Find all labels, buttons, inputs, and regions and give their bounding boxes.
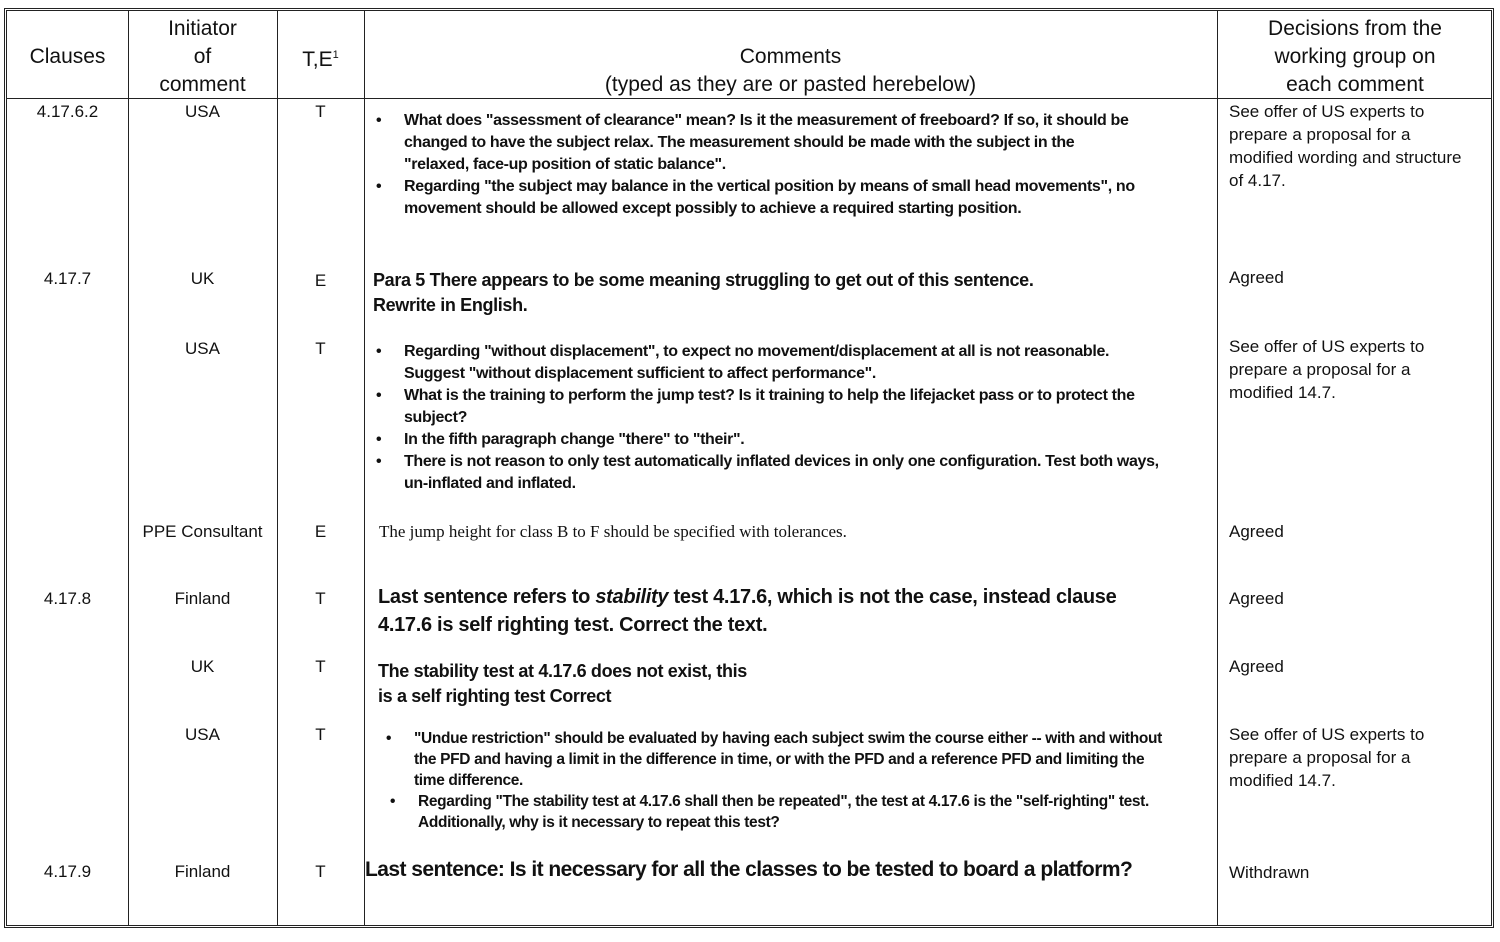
clause-cell: 4.17.9 (43, 862, 92, 881)
comment-text: Rewrite in English. (373, 295, 528, 315)
header-decisions-line: Decisions from the (1268, 17, 1442, 40)
column-divider (128, 11, 129, 925)
comment-cell: The jump height for class B to F should be specified with tolerances. (379, 522, 847, 541)
comment-bullet (380, 791, 1170, 833)
initiator-cell: USA (185, 102, 220, 121)
comment-text: Regarding "the subject may balance in the vertical position by means of small head movements", no movement should be allowed except possibly to achieve a required starting position. (404, 178, 1135, 217)
comment-text: "Undue restriction" should be evaluated by having each subject swim the course either -- with and without the PFD and having a limit in the difference in time, or with the PFD and a reference PFD and limiting the time difference. (414, 730, 1162, 789)
header-initiator-line: comment (159, 73, 246, 96)
type-cell: T (315, 589, 326, 608)
comment-emphasis: stability (595, 586, 669, 608)
comment-bullet (370, 341, 1160, 385)
decision-cell: Agreed (1229, 268, 1284, 287)
comments-table (4, 8, 1494, 928)
comment-cell (380, 728, 1170, 833)
decision-cell: Agreed (1229, 589, 1284, 608)
comment-text: Regarding "without displacement", to expect no movement/displacement at all is not reasonable. Suggest "without displacement sufficient to affect performance". (404, 343, 1110, 382)
type-cell: T (315, 862, 326, 881)
comment-text: test 4.17.6, which is not the case, instead clause 4.17.6 is self righting test. Correct the text. (378, 586, 1117, 636)
bullet-icon: • (376, 178, 382, 195)
clause-cell: 4.17.7 (43, 269, 92, 288)
column-divider (277, 11, 278, 925)
comment-cell (373, 268, 1213, 318)
type-cell: E (314, 271, 327, 290)
comment-text: There is not reason to only test automatically inflated devices in only one configuration. Test both ways, un-inflated and inflated. (404, 453, 1159, 492)
header-decisions-line: working group on (1274, 45, 1436, 68)
header-comments-subtitle: (typed as they are or pasted herebelow) (604, 73, 977, 96)
comment-text: Regarding "The stability test at 4.17.6 shall then be repeated", the test at 4.17.6 is the "self-righting" test. Additionally, why is it necessary to repeat this test? (418, 793, 1149, 831)
comment-text: is a self righting test Correct (378, 686, 612, 706)
bullet-icon: • (376, 343, 382, 360)
decision-cell: See offer of US experts to prepare a proposal for a modified 14.7. (1229, 337, 1425, 402)
comment-text: What does "assessment of clearance" mean? Is it the measurement of freeboard? If so, it should be changed to have the subject relax. The measurement should be made with the subject in the "relaxed, face-up position of static balance". (404, 112, 1129, 173)
comment-text: What is the training to perform the jump test? Is it training to help the lifejacket pass or to protect the subject? (404, 387, 1135, 426)
initiator-cell: Finland (174, 862, 231, 881)
decision-cell: Agreed (1229, 657, 1284, 676)
footnote-marker: 1 (332, 49, 339, 61)
bullet-icon: • (376, 387, 382, 404)
decision-cell: Withdrawn (1229, 863, 1310, 882)
comment-bullet (370, 110, 1140, 176)
header-initiator (128, 15, 277, 99)
comment-bullet (370, 429, 1160, 451)
type-cell: E (314, 522, 327, 541)
comment-bullet (370, 385, 1160, 429)
type-cell: T (315, 102, 326, 121)
header-decisions-line: each comment (1286, 73, 1424, 96)
comment-text: The stability test at 4.17.6 does not exist, this (378, 661, 747, 681)
decision-cell: See offer of US experts to prepare a proposal for a modified 14.7. (1229, 725, 1425, 790)
decision-cell: Agreed (1229, 522, 1284, 541)
comment-text: In the fifth paragraph change "there" to "their". (404, 431, 745, 448)
decision-cell: See offer of US experts to prepare a proposal for a modified wording and structure of 4.17. (1229, 102, 1462, 190)
comment-cell (378, 659, 978, 709)
type-cell: T (315, 339, 326, 358)
header-decisions (1217, 15, 1493, 99)
header-type-label: T,E (302, 48, 333, 71)
clause-cell: 4.17.6.2 (36, 102, 99, 121)
comment-cell: Last sentence: Is it necessary for all the classes to be tested to board a platform? (365, 858, 1133, 881)
initiator-cell: UK (190, 657, 215, 676)
header-comments (364, 43, 1217, 99)
comment-bullet (380, 728, 1170, 791)
comment-text: Para 5 There appears to be some meaning struggling to get out of this sentence. (373, 270, 1034, 290)
bullet-icon: • (386, 730, 392, 747)
initiator-cell: USA (185, 725, 220, 744)
header-initiator-line: of (193, 45, 212, 68)
bullet-icon: • (390, 793, 396, 810)
comment-text: Last sentence refers to (378, 586, 596, 608)
column-divider (1217, 11, 1218, 925)
comment-bullet (370, 451, 1160, 495)
column-divider (364, 11, 365, 925)
bullet-icon: • (376, 453, 382, 470)
comment-cell (378, 583, 1168, 639)
initiator-cell: Finland (174, 589, 231, 608)
header-comments-title: Comments (739, 45, 842, 68)
header-initiator-line: Initiator (168, 17, 237, 40)
header-type (277, 41, 364, 74)
comment-bullet (370, 176, 1140, 220)
type-cell: T (315, 657, 326, 676)
comment-cell (370, 341, 1160, 495)
initiator-cell: UK (190, 269, 215, 288)
comment-cell (370, 110, 1140, 220)
type-cell: T (315, 725, 326, 744)
header-clauses: Clauses (29, 45, 106, 68)
initiator-cell: PPE Consultant (142, 522, 263, 541)
bullet-icon: • (376, 112, 382, 129)
bullet-icon: • (376, 431, 382, 448)
clause-cell: 4.17.8 (43, 589, 92, 608)
initiator-cell: USA (185, 339, 220, 358)
